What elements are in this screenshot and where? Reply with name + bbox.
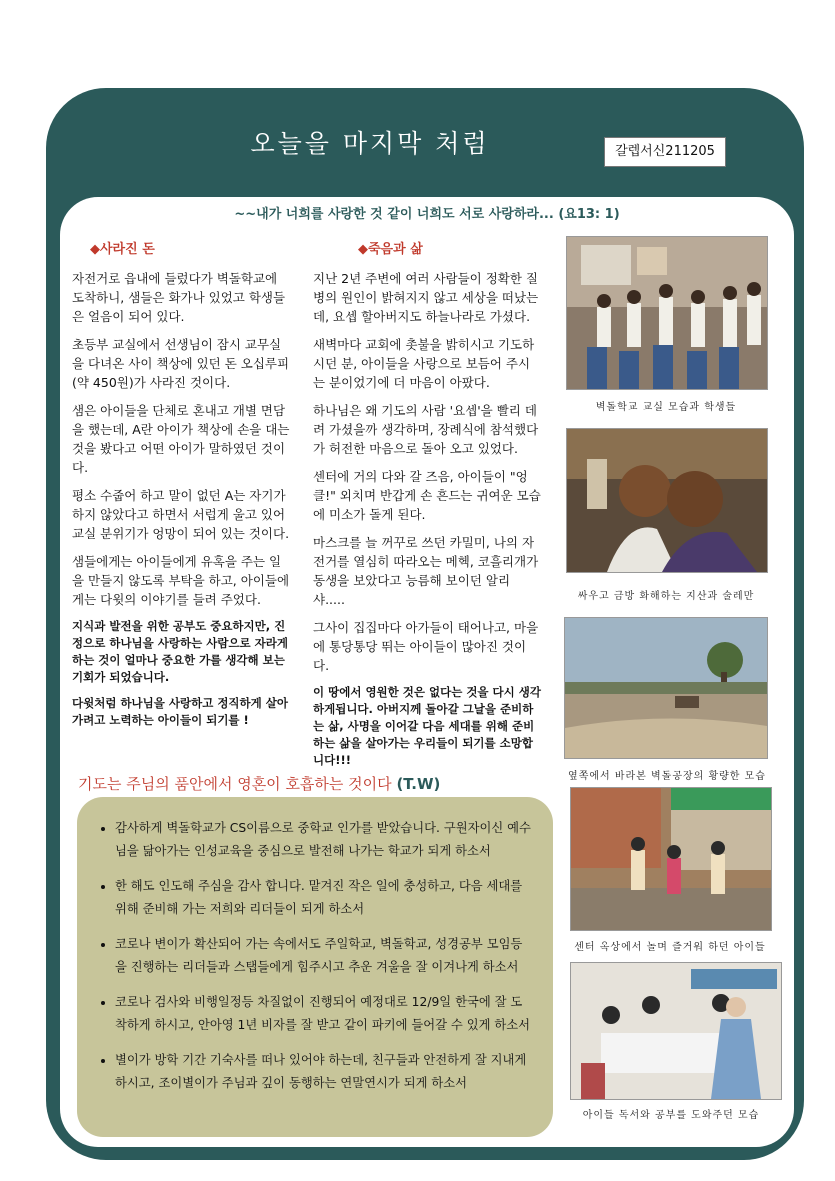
prayer-title-text: 기도는 주님의 품안에서 영혼이 호흡하는 것이다	[78, 775, 392, 793]
photo-caption: 아이들 독서와 공부를 도와주던 모습	[582, 1110, 760, 1121]
paragraph: 샘들에게는 아이들에게 유혹을 주는 일을 만들지 않도록 부탁을 하고, 아이들에게는 다윗의 이야기를 들려 주었다.	[72, 554, 290, 607]
paragraph: 하나님은 왜 기도의 사람 '요셉'을 빨리 데려 가셨을까 생각하며, 장례식에 참석했다가 허전한 마음으로 돌아 오고 있었다.	[313, 403, 539, 456]
handwritten-note: 지식과 발전을 위한 공부도 중요하지만, 진정으로 하나님을 사랑하는 사람으로 자라게 하는 것이 얼마나 중요한 가를 생각해 보는 기회가 되었습니다.	[72, 619, 288, 684]
photo-study-help	[570, 962, 782, 1100]
paragraph: 센터에 거의 다와 갈 즈음, 아이들이 "엉클!" 외치며 반갑게 손 흔드는 귀여운 모습에 미소가 돌게 된다.	[313, 469, 541, 522]
photo-caption: 벽돌학교 교실 모습과 학생들	[595, 402, 737, 413]
paragraph: 자전거로 읍내에 들렀다가 벽돌학교에 도착하니, 샘들은 화가나 있었고 학생들은 얼음이 되어 있다.	[72, 271, 286, 324]
prayer-box	[77, 797, 553, 1137]
section-heading: ◆죽음과 삶	[358, 242, 423, 257]
mid-column	[313, 240, 541, 778]
prayer-title	[78, 773, 548, 794]
prayer-list	[77, 797, 553, 1095]
paragraph: 마스크를 늘 꺼꾸로 쓰던 카밀미, 나의 자전거를 열심히 따라오는 메헥, 코흘리개가 동생을 보았다고 능름해 보이던 알리샤.....	[313, 535, 539, 607]
prayer-item: • 한 해도 인도해 주심을 감사 합니다. 맡겨진 작은 일에 충성하고, 다음 세대를 위해 준비해 가는 저희와 리더들이 되게 하소서	[115, 875, 531, 921]
prayer-item: • 감사하게 벽돌학교가 CS이름으로 중학교 인가를 받았습니다. 구원자이신 예수님을 닮아가는 인성교육을 중심으로 발전해 나가는 학교가 되게 하소서	[115, 817, 531, 863]
left-column	[72, 240, 290, 738]
issue-label: 갈렙서신211205	[604, 137, 726, 167]
prayer-credit: (T.W)	[396, 775, 441, 793]
paragraph: 지난 2년 주변에 여러 사람들이 정확한 질병의 원인이 밝혀지지 않고 세상을 떠났는데, 요셉 할아버지도 하늘나라로 가셨다.	[313, 271, 539, 324]
prayer-item: • 코로나 변이가 확산되어 가는 속에서도 주일학교, 벽돌학교, 성경공부 모임등을 진행하는 리더들과 스탭들에게 힘주시고 추운 겨울을 잘 이겨나게 하소서	[115, 933, 531, 979]
handwritten-note: 이 땅에서 영원한 것은 없다는 것을 다시 생각하게됩니다. 아버지께 돌아갈 그날을 준비하는 삶, 사명을 이어갈 다음 세대를 위해 준비하는 삶을 살아가는 우리들이 되기를 소망합니다!!!	[313, 685, 541, 767]
theme-verse: ~~내가 너희를 사랑한 것 같이 너희도 서로 사랑하라... (요13: 1)	[234, 207, 620, 222]
paragraph: 초등부 교실에서 선생님이 잠시 교무실을 다녀온 사이 책상에 있던 돈 오십루피(약 450원)가 사라진 것이다.	[72, 337, 290, 390]
photo-rooftop-kids	[570, 787, 772, 931]
paragraph: 평소 수줍어 하고 말이 없던 A는 자기가 하지 않았다고 하면서 서럽게 울고 있어 교실 분위기가 엉망이 되어 있는 것이다.	[72, 488, 290, 541]
photo-classroom	[566, 236, 768, 390]
page-title: 오늘을 마지막 처럼	[250, 129, 490, 158]
handwritten-note: 다윗처럼 하나님을 사랑하고 정직하게 살아가려고 노력하는 아이들이 되기를 !	[72, 696, 288, 727]
section-heading: ◆사라진 돈	[90, 242, 155, 257]
prayer-item: • 코로나 검사와 비행일정등 차질없이 진행되어 예정대로 12/9일 한국에 잘 도착하게 하시고, 안아영 1년 비자를 잘 받고 같이 파키에 들어갈 수 있게 하소서	[115, 991, 531, 1037]
paragraph: 새벽마다 교회에 촛불을 밝히시고 기도하시던 분, 아이들을 사랑으로 보듬어 주시는 분이었기에 더 마음이 아팠다.	[313, 337, 535, 390]
photo-boys	[566, 428, 768, 573]
photo-caption: 싸우고 금방 화해하는 지산과 술레만	[577, 591, 755, 602]
photo-caption: 옆쪽에서 바라본 벽돌공장의 황량한 모습	[568, 771, 766, 782]
photo-brick-factory	[564, 617, 768, 759]
paragraph: 그사이 집집마다 아가들이 태어나고, 마을에 통당통당 뛰는 아이들이 많아진 것이다.	[313, 620, 539, 673]
prayer-item: • 별이가 방학 기간 기숙사를 떠나 있어야 하는데, 친구들과 안전하게 잘 지내게 하시고, 조이별이가 주님과 깊이 동행하는 연말연시가 되게 하소서	[115, 1049, 531, 1095]
paragraph: 샘은 아이들을 단체로 혼내고 개별 면담을 했는데, A란 아이가 책상에 손을 대는 것을 봤다고 어떤 아이가 말하였던 것이다.	[72, 403, 290, 475]
photo-caption: 센터 옥상에서 놀며 즐거워 하던 아이들	[574, 942, 766, 953]
